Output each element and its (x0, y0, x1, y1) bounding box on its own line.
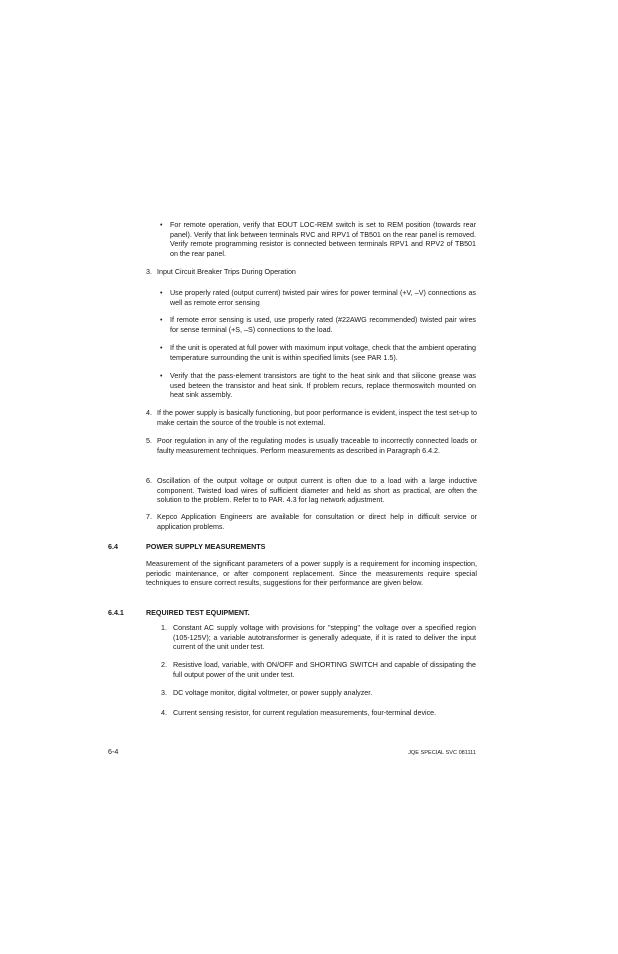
document-id: JQE SPECIAL SVC 081111 (408, 750, 476, 756)
bullet-marker: • (160, 345, 163, 352)
item-7-text: Kepco Application Engineers are available for consultation or direct help in difficult service or application problems. (157, 513, 477, 531)
equipment-number: 3. (161, 689, 167, 697)
item-4-text: If the power supply is basically functioning, but poor performance is evident, inspect the test set-up to make certain the source of the trouble is not external. (157, 409, 477, 427)
equipment-item-3: DC voltage monitor, digital voltmeter, or power supply analyzer. (173, 689, 373, 697)
item-number: 4. (146, 409, 152, 417)
section-number: 6.4 (108, 543, 118, 551)
bullet-marker: • (160, 290, 163, 297)
item-3-bullet-1: Use properly rated (output current) twisted pair wires for power terminal (+V, –V) connections as well as remote error sensing (170, 289, 476, 307)
item-5-text: Poor regulation in any of the regulating modes is usually traceable to incorrectly connected loads or faulty measurement techniques. Perform measurements as described in Paragraph 6.4.2. (157, 437, 477, 455)
bullet-marker: • (160, 373, 163, 380)
item-number: 7. (146, 513, 152, 521)
item-3-bullet-3: If the unit is operated at full power with maximum input voltage, check that the ambient operating temperature surrounding the unit is within specified limits (see PAR 1.5). (170, 344, 476, 362)
page-number: 6-4 (108, 748, 119, 756)
item-6-text: Oscillation of the output voltage or output current is often due to a load with a large inductive component. Twisted load wires of sufficient diameter and held as short as practical, are often the solution to the problem. Refer to to PAR. 4.3 for lag network adjustment. (157, 477, 477, 505)
item-3-bullet-2: If remote error sensing is used, use properly rated (#22AWG recommended) twisted pair wires for sense terminal (+S, –S) connections to the load. (170, 316, 476, 334)
item-number: 6. (146, 477, 152, 485)
subsection-title: REQUIRED TEST EQUIPMENT. (146, 609, 250, 617)
section-body: Measurement of the significant parameters of a power supply is a requirement for incoming inspection, periodic maintenance, or after component replacement. Since the measurements require special techniques to ensure correct results, suggestions for their performance are given below. (146, 560, 477, 588)
item-number: 3. (146, 268, 152, 276)
top-bullet-text: For remote operation, verify that EOUT LOC-REM switch is set to REM position (towards rear panel). Verify that link between terminals RVC and RPV1 of TB501 on the rear panel is removed. Verify remote programming resistor is connected between terminals RPV1 and RPV2 of TB501 on the rear panel. (170, 221, 476, 258)
equipment-number: 2. (161, 661, 167, 669)
item-3-bullet-4: Verify that the pass-element transistors are tight to the heat sink and that silicone grease was used beteen the transistor and heat sink. If problem recurs, replace thermoswitch mounted on heat sink assembly. (170, 372, 476, 400)
bullet-marker: • (160, 317, 163, 324)
item-3-heading: Input Circuit Breaker Trips During Operation (157, 268, 296, 276)
equipment-number: 1. (161, 624, 167, 632)
equipment-number: 4. (161, 709, 167, 717)
bullet-marker: • (160, 222, 163, 229)
equipment-item-4: Current sensing resistor, for current regulation measurements, four-terminal device. (173, 709, 437, 717)
equipment-item-1: Constant AC supply voltage with provisions for "stepping" the voltage over a specified region (105-125V); a variable autotransformer is generally adequate, if it is rated to deliver the input current of the unit under test. (173, 624, 476, 652)
subsection-number: 6.4.1 (108, 609, 124, 617)
equipment-item-2: Resistive load, variable, with ON/OFF and SHORTING SWITCH and capable of dissipating the full output power of the unit under test. (173, 661, 476, 679)
item-number: 5. (146, 437, 152, 445)
section-title: POWER SUPPLY MEASUREMENTS (146, 543, 266, 551)
